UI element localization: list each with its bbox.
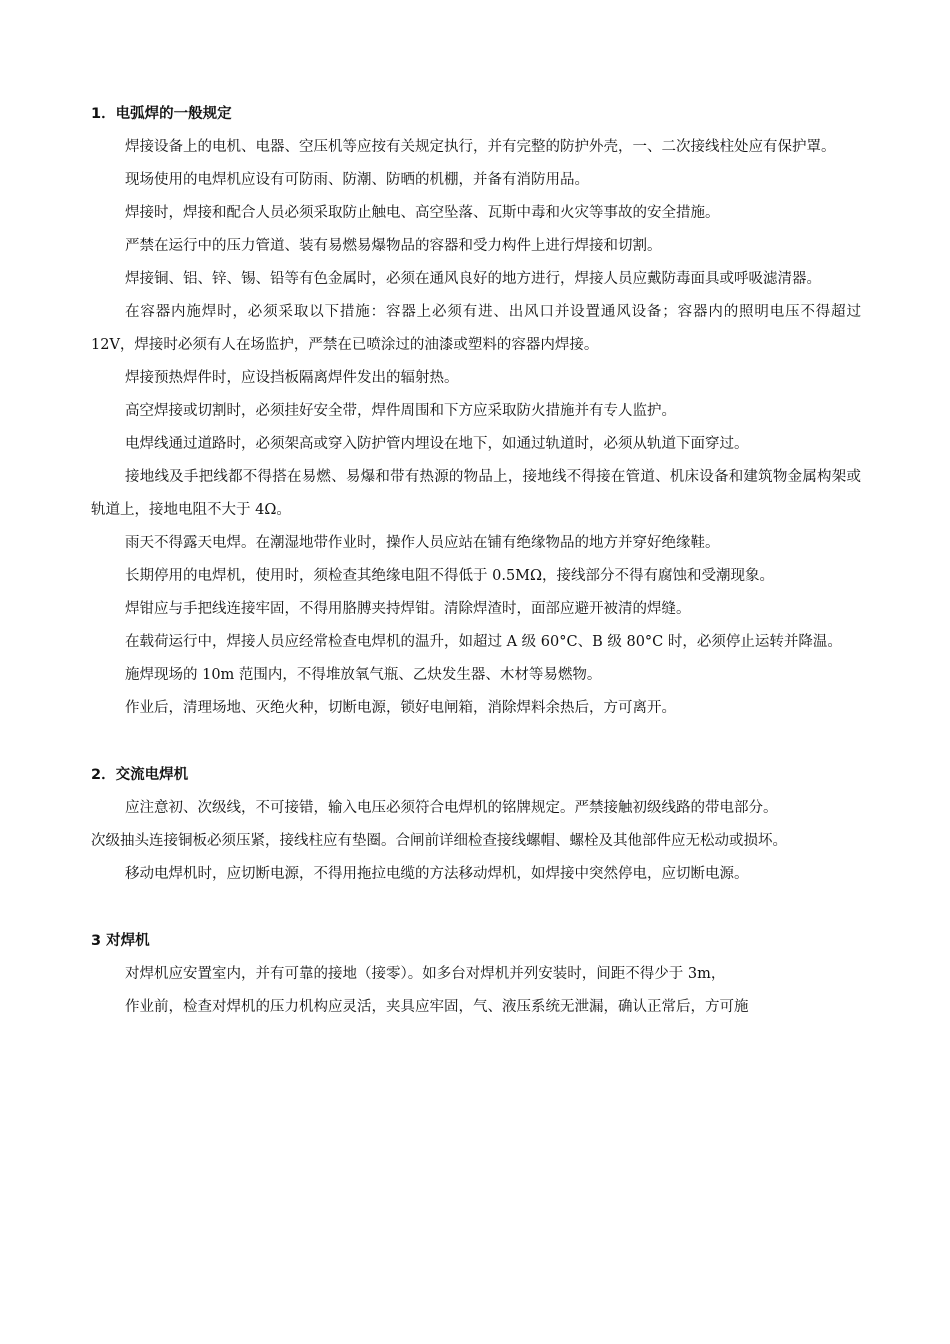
paragraph: 应注意初、次级线，不可接错，输入电压必须符合电焊机的铭牌规定。严禁接触初级线路的带电部分。 [125, 800, 778, 816]
paragraph: 焊接设备上的电机、电器、空压机等应按有关规定执行，并有完整的防护外壳，一、二次接线柱处应有保护罩。 [125, 139, 836, 155]
paragraph: 对焊机应安置室内，并有可靠的接地（接零）。如多台对焊机并列安装时，间距不得少于 3m， [125, 966, 726, 982]
paragraph: 雨天不得露天电焊。在潮湿地带作业时，操作人员应站在铺有绝缘物品的地方并穿好绝缘鞋。 [125, 535, 720, 551]
paragraph: 施焊现场的 10m 范围内，不得堆放氧气瓶、乙炔发生器、木材等易燃物。 [125, 667, 602, 683]
paragraph: 焊钳应与手把线连接牢固，不得用胳膊夹持焊钳。清除焊渣时，面部应避开被清的焊缝。 [125, 601, 691, 617]
section-heading-3: 3 对焊机 [91, 933, 150, 949]
paragraph: 焊接时，焊接和配合人员必须采取防止触电、高空坠落、瓦斯中毒和火灾等事故的安全措施。 [125, 205, 720, 221]
paragraph: 严禁在运行中的压力管道、装有易燃易爆物品的容器和受力构件上进行焊接和切割。 [125, 238, 662, 254]
paragraph: 焊接铜、铝、锌、锡、铅等有色金属时，必须在通风良好的地方进行，焊接人员应戴防毒面具或呼吸滤清器。 [125, 271, 821, 287]
section-spacer [91, 891, 861, 925]
paragraph: 在载荷运行中，焊接人员应经常检查电焊机的温升，如超过 A 级 60°C、B 级 80°C 时，必须停止运转并降温。 [125, 634, 842, 650]
paragraph: 焊接预热焊件时，应设挡板隔离焊件发出的辐射热。 [125, 370, 459, 386]
paragraph: 作业前，检查对焊机的压力机构应灵活，夹具应牢固，气、液压系统无泄漏，确认正常后，方可施 [125, 999, 749, 1015]
paragraph: 电焊线通过道路时，必须架高或穿入防护管内埋设在地下，如通过轨道时，必须从轨道下面穿过。 [125, 436, 749, 452]
paragraph: 次级抽头连接铜板必须压紧，接线柱应有垫圈。合闸前详细检查接线螺帽、螺栓及其他部件应无松动或损坏。 [91, 833, 787, 849]
paragraph: 长期停用的电焊机，使用时，须检查其绝缘电阻不得低于 0.5MΩ，接线部分不得有腐蚀和受潮现象。 [125, 568, 775, 584]
section-heading-2: 2．交流电焊机 [91, 767, 189, 783]
paragraph: 现场使用的电焊机应设有可防雨、防潮、防晒的机棚，并备有消防用品。 [125, 172, 589, 188]
paragraph: 接地线及手把线都不得搭在易燃、易爆和带有热源的物品上，接地线不得接在管道、机床设备和建筑物金属构架或轨道上，接地电阻不大于 4Ω。 [91, 469, 861, 518]
paragraph: 高空焊接或切割时，必须挂好安全带，焊件周围和下方应采取防火措施并有专人监护。 [125, 403, 676, 419]
paragraph: 移动电焊机时，应切断电源，不得用拖拉电缆的方法移动焊机，如焊接中突然停电，应切断电源。 [125, 866, 749, 882]
document-page [91, 98, 861, 1024]
paragraph: 在容器内施焊时，必须采取以下措施：容器上必须有进、出风口并设置通风设备；容器内的照明电压不得超过 12V，焊接时必须有人在场监护，严禁在已喷涂过的油漆或塑料的容器内焊接。 [91, 304, 861, 353]
section-heading-1: 1．电弧焊的一般规定 [91, 106, 232, 122]
paragraph: 作业后，清理场地、灭绝火种，切断电源，锁好电闸箱，消除焊料余热后，方可离开。 [125, 700, 676, 716]
section-spacer [91, 725, 861, 759]
